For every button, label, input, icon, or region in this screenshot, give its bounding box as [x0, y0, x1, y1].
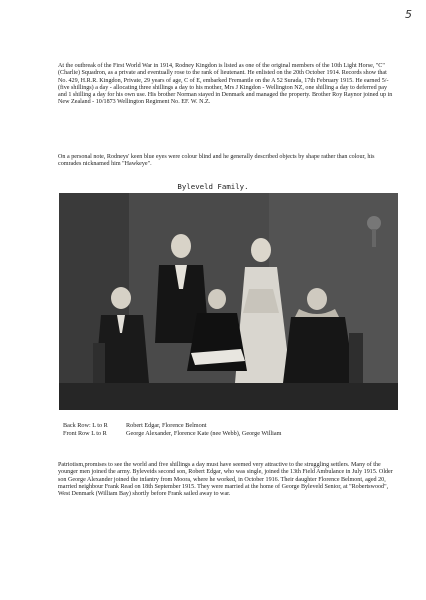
- paragraph-patriotism: Patriotism,promises to see the world and five shillings a day must have seemed very attractive to the struggling settlers. Many of the younger men joined the army. Byleveids second son, Robert Edgar, who was single, joined the 13th Field Ambulance in July 1915. Older son George Alexander joined the infantry from Moora, where he worked, in October 1916. Their daughter Florence Belmont, aged 20, married neighbour Frank Read on 18th September 1915. They were married at the home of George Byleveld Senior, at "Robertswood", West Denmark (William Bay) shortly before Frank sailed away to war.: [58, 462, 393, 498]
- page-number: 5: [405, 8, 412, 21]
- back-row-label: Back Row: L to R: [63, 422, 108, 429]
- front-row-names: George Alexander, Florence Kate (nee Webb), George William: [126, 430, 282, 437]
- back-row-names: Robert Edgar, Florence Belmont: [126, 422, 207, 429]
- photo-title: Byleveld Family.: [177, 182, 249, 191]
- family-photograph-illustration: [59, 193, 398, 410]
- paragraph-personal-note: On a personal note, Rodneys' keen blue eyes were colour blind and he generally described objects by shape rather than colour, his comrades nicknamed him "Hawkeye".: [58, 154, 375, 168]
- paragraph-enlistment: At the outbreak of the First World War in 1914, Rodney Kingdon is listed as one of the original members of the 10th Light Horse, "C" (Charlie) Squadron, as a private and eventually rose to the rank of lieutenant. He enlisted on the 20th October 1914. Records show that No. 429, H.R.R. Kingdon, Private, 29 years of age, C of E, embarked Fremantle on the A 52 Surada, 17th February 1915. He earned 5/- (five shillings) a day - allocating three shillings a day to his mother, Mrs J Kingdon - Wellington NZ, one shilling a day to deferred pay and 1 shilling a day for his own use. His brother Norman stayed in Denmark and managed the property. Brother Roy Raynor joined up in New Zealand - 10/1873 Wellington Regiment No. EF. W. N.Z.: [58, 63, 393, 106]
- family-photograph: [59, 193, 398, 410]
- front-row-label: Front Row L to R: [63, 430, 107, 437]
